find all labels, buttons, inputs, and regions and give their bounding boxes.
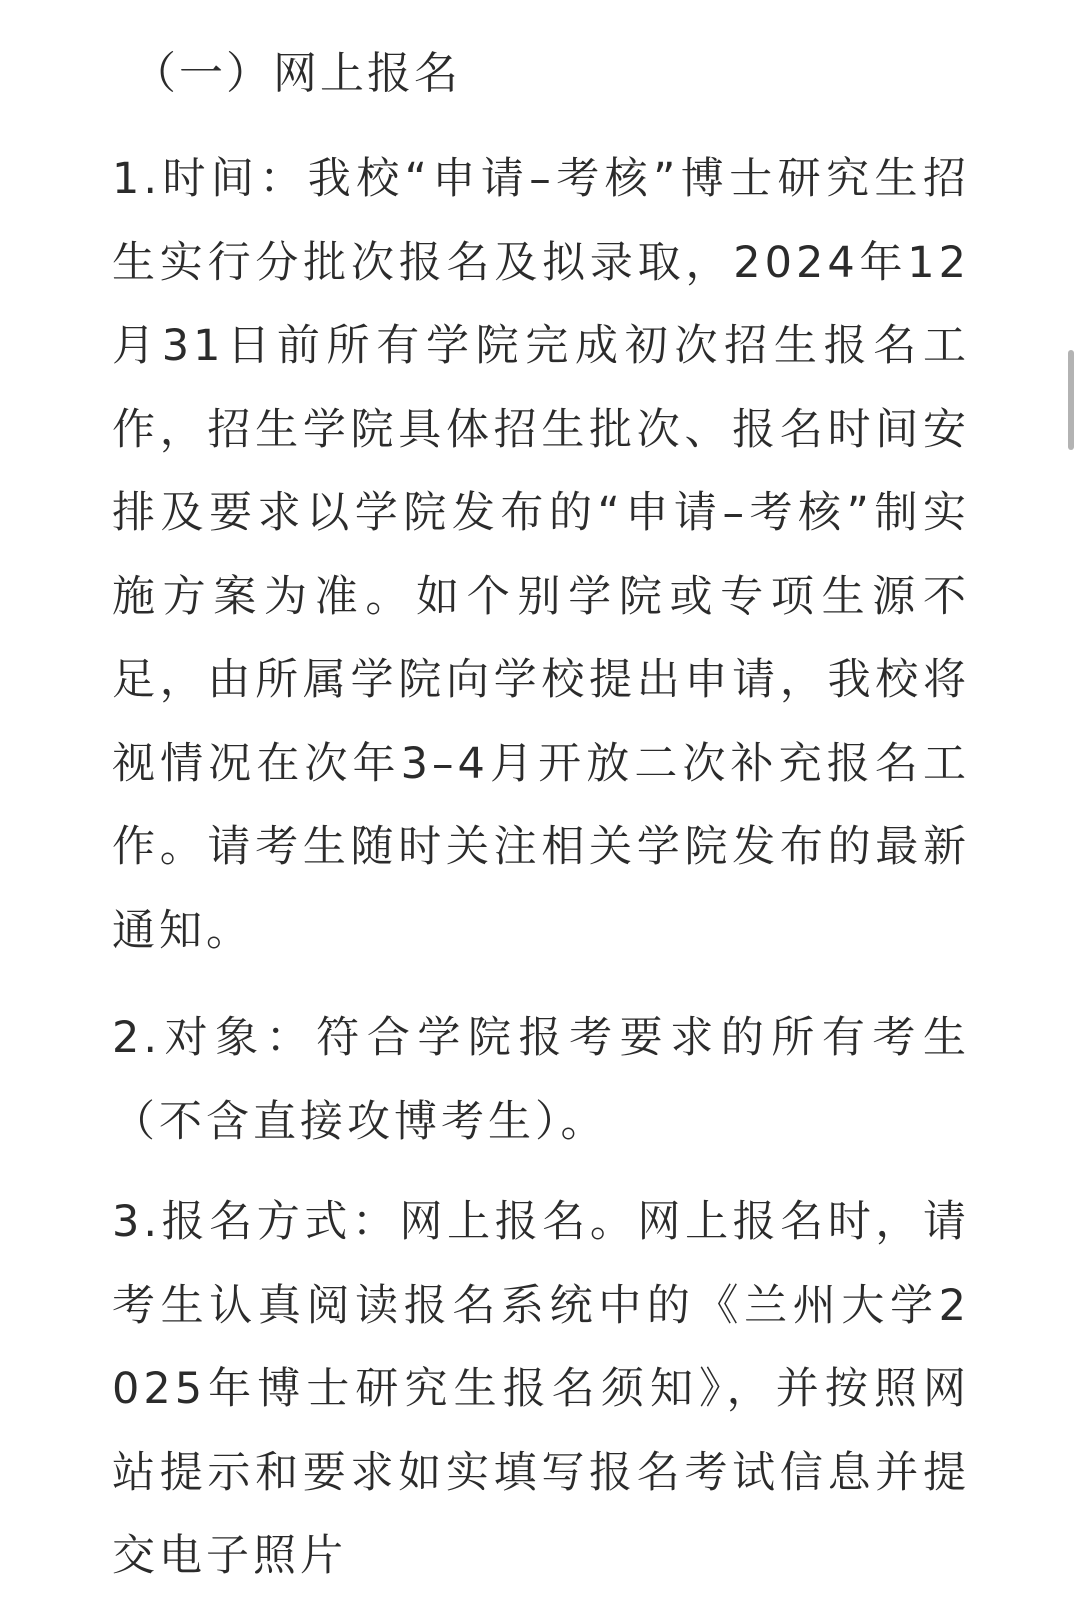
paragraph-method: 3.报名方式：网上报名。网上报名时，请考生认真阅读报名系统中的《兰州大学2025年博士研究生报名须知》，并按照网站提示和要求如实填写报名考试信息并提交电子照片 — [112, 1197, 970, 1581]
scrollbar-thumb[interactable] — [1068, 350, 1074, 450]
paragraph-time: 1.时间：我校“申请–考核”博士研究生招生实行分批次报名及拟录取，2024年12月31日前所有学院完成初次招生报名工作，招生学院具体招生批次、报名时间安排及要求以学院发布的“申请–考核”制实施方案为准。如个别学院或专项生源不足，由所属学院向学校提出申请，我校将视情况在次年3–4月开放二次补充报名工作。请考生随时关注相关学院发布的最新通知。 — [112, 154, 970, 956]
paragraph-target: 2.对象：符合学院报考要求的所有考生（不含直接攻博考生）。 — [112, 1013, 970, 1147]
section-heading: （一）网上报名 — [132, 48, 461, 99]
